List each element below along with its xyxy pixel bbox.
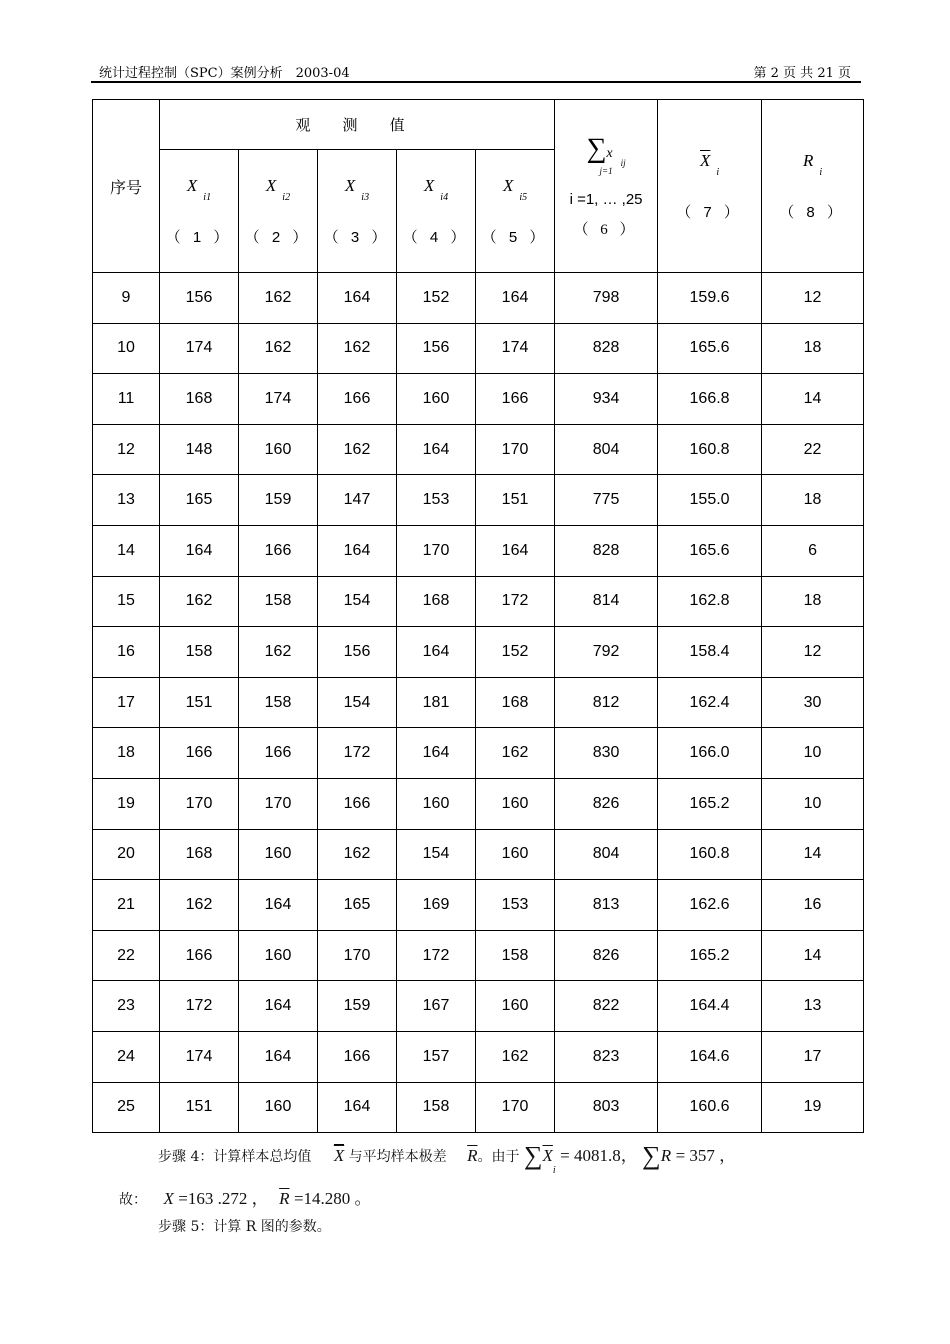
col-num-7: （ 7 ） <box>676 203 743 221</box>
cell-mean: 162.4 <box>658 677 762 728</box>
cell-seq: 12 <box>93 424 160 475</box>
cell-x-i5: 164 <box>476 525 555 576</box>
cell-x-i3: 162 <box>318 424 397 475</box>
cell-seq: 11 <box>93 374 160 425</box>
cell-x-i3: 147 <box>318 475 397 526</box>
cell-x-i5: 162 <box>476 1031 555 1082</box>
cell-x-i2: 164 <box>239 981 318 1032</box>
cell-range: 22 <box>762 424 864 475</box>
cell-x-i3: 164 <box>318 525 397 576</box>
cell-x-i3: 166 <box>318 374 397 425</box>
cell-sum: 822 <box>555 981 658 1032</box>
cell-x-i2: 159 <box>239 475 318 526</box>
cell-range: 16 <box>762 880 864 931</box>
sum-range: i =1, … ,25 <box>569 190 643 208</box>
cell-seq: 25 <box>93 1082 160 1133</box>
cell-range: 6 <box>762 525 864 576</box>
cell-mean: 160.8 <box>658 424 762 475</box>
table-row <box>93 880 864 931</box>
result-r: $\overline{R}$ <box>279 1189 290 1208</box>
cell-x-i2: 160 <box>239 829 318 880</box>
cell-range: 14 <box>762 829 864 880</box>
header-rule <box>91 81 861 83</box>
cell-range: 14 <box>762 930 864 981</box>
table-row <box>93 475 864 526</box>
table-row <box>93 576 864 627</box>
sum-x-sub: i <box>552 1165 556 1176</box>
cell-mean: 166.8 <box>658 374 762 425</box>
cell-range: 17 <box>762 1031 864 1082</box>
cell-x-i5: 166 <box>476 374 555 425</box>
cell-mean: 165.2 <box>658 930 762 981</box>
cell-x-i2: 170 <box>239 778 318 829</box>
cell-seq: 20 <box>93 829 160 880</box>
header-title: 统计过程控制（SPC）案例分析 2003-04 <box>99 66 350 81</box>
cell-x-i1: 172 <box>160 981 239 1032</box>
cell-x-i4: 160 <box>397 778 476 829</box>
cell-x-i5: 174 <box>476 323 555 374</box>
cell-x-i5: 160 <box>476 829 555 880</box>
cell-mean: 164.6 <box>658 1031 762 1082</box>
cell-x-i5: 168 <box>476 677 555 728</box>
cell-range: 18 <box>762 323 864 374</box>
table-body <box>93 273 864 1133</box>
cell-x-i4: 152 <box>397 273 476 324</box>
cell-x-i5: 152 <box>476 627 555 678</box>
cell-seq: 13 <box>93 475 160 526</box>
cell-sum: 823 <box>555 1031 658 1082</box>
table-row <box>93 930 864 981</box>
mean-var: $\overline{X}$ <box>699 150 711 170</box>
cell-sum: 830 <box>555 728 658 779</box>
cell-x-i4: 160 <box>397 374 476 425</box>
cell-x-i1: 166 <box>160 728 239 779</box>
cell-sum: 813 <box>555 880 658 931</box>
cell-x-i5: 158 <box>476 930 555 981</box>
cell-x-i3: 164 <box>318 273 397 324</box>
cell-range: 18 <box>762 576 864 627</box>
sum-x: $\overline{X}$ <box>542 1146 553 1165</box>
cell-x-i4: 164 <box>397 728 476 779</box>
cell-x-i4: 168 <box>397 576 476 627</box>
cell-mean: 165.6 <box>658 323 762 374</box>
result-r-value: =14.280 。 <box>293 1189 372 1208</box>
cell-sum: 798 <box>555 273 658 324</box>
cell-seq: 22 <box>93 930 160 981</box>
table-row <box>93 1031 864 1082</box>
sum-r: R <box>660 1146 672 1165</box>
cell-seq: 19 <box>93 778 160 829</box>
table-row <box>93 374 864 425</box>
cell-x-i4: 167 <box>397 981 476 1032</box>
header-sum <box>555 100 658 273</box>
cell-x-i1: 158 <box>160 627 239 678</box>
table-row <box>93 829 864 880</box>
cell-x-i1: 151 <box>160 677 239 728</box>
cell-x-i4: 172 <box>397 930 476 981</box>
cell-mean: 164.4 <box>658 981 762 1032</box>
cell-x-i3: 162 <box>318 323 397 374</box>
step5-line: 步骤 5：计算 R 图的参数。 <box>158 1219 331 1235</box>
cell-x-i3: 166 <box>318 778 397 829</box>
cell-sum: 804 <box>555 829 658 880</box>
header-range <box>762 100 864 273</box>
cell-x-i1: 168 <box>160 829 239 880</box>
header-x-i2: $X_{i2}$ （ 2 ） <box>239 150 318 273</box>
cell-x-i3: 162 <box>318 829 397 880</box>
sum-symbol-2: ∑ <box>642 1141 661 1170</box>
cell-mean: 155.0 <box>658 475 762 526</box>
cell-seq: 17 <box>93 677 160 728</box>
cell-x-i4: 153 <box>397 475 476 526</box>
cell-seq: 24 <box>93 1031 160 1082</box>
sum-x-value: = 4081.8， <box>560 1146 638 1165</box>
cell-sum: 934 <box>555 374 658 425</box>
cell-seq: 16 <box>93 627 160 678</box>
cell-seq: 15 <box>93 576 160 627</box>
header-x-i1: $X_{i1}$ （ 1 ） <box>160 150 239 273</box>
cell-seq: 21 <box>93 880 160 931</box>
sum-symbol: ∑ <box>586 132 607 164</box>
cell-sum: 828 <box>555 323 658 374</box>
cell-x-i1: 174 <box>160 1031 239 1082</box>
table-row <box>93 323 864 374</box>
sum-lower: j=1 <box>599 165 613 176</box>
header-x-i4: $X_{i4}$ （ 4 ） <box>397 150 476 273</box>
cell-sum: 812 <box>555 677 658 728</box>
cell-x-i3: 166 <box>318 1031 397 1082</box>
cell-x-i1: 148 <box>160 424 239 475</box>
cell-x-i4: 158 <box>397 1082 476 1133</box>
range-sub: i <box>819 166 823 178</box>
header-x-i3: $X_{i3}$ （ 3 ） <box>318 150 397 273</box>
table-row <box>93 1082 864 1133</box>
cell-mean: 162.8 <box>658 576 762 627</box>
header-mean <box>658 100 762 273</box>
cell-x-i3: 154 <box>318 576 397 627</box>
cell-mean: 159.6 <box>658 273 762 324</box>
spc-data-table <box>92 99 864 1133</box>
table-row <box>93 525 864 576</box>
cell-x-i1: 156 <box>160 273 239 324</box>
step4-because: 。由于 <box>477 1149 520 1165</box>
step4-line <box>158 1138 737 1176</box>
cell-x-i1: 162 <box>160 880 239 931</box>
page-header <box>91 60 859 82</box>
header-seq: 序号 <box>93 100 160 273</box>
cell-x-i5: 170 <box>476 1082 555 1133</box>
cell-x-i2: 162 <box>239 273 318 324</box>
cell-x-i1: 164 <box>160 525 239 576</box>
cell-x-i3: 164 <box>318 1082 397 1133</box>
cell-range: 10 <box>762 728 864 779</box>
cell-x-i2: 162 <box>239 627 318 678</box>
cell-sum: 826 <box>555 930 658 981</box>
step4-xbarbar: $\overline{X}$ <box>333 1146 345 1165</box>
cell-x-i1: 168 <box>160 374 239 425</box>
cell-sum: 814 <box>555 576 658 627</box>
cell-x-i2: 166 <box>239 728 318 779</box>
cell-x-i2: 164 <box>239 880 318 931</box>
cell-range: 18 <box>762 475 864 526</box>
sum-symbol-1: ∑ <box>523 1141 543 1170</box>
cell-x-i5: 162 <box>476 728 555 779</box>
header-x-i5: $X_{i5}$ （ 5 ） <box>476 150 555 273</box>
table-row <box>93 728 864 779</box>
step4-rbar: $\overline{R}$ <box>467 1146 478 1165</box>
cell-x-i5: 151 <box>476 475 555 526</box>
cell-seq: 18 <box>93 728 160 779</box>
result-x-value: =163 .272 ， <box>178 1189 269 1208</box>
table-row <box>93 677 864 728</box>
cell-x-i2: 160 <box>239 1082 318 1133</box>
cell-x-i1: 170 <box>160 778 239 829</box>
table-row <box>93 778 864 829</box>
col-num-8: （ 8 ） <box>779 203 846 221</box>
cell-x-i2: 158 <box>239 576 318 627</box>
cell-sum: 775 <box>555 475 658 526</box>
cell-seq: 14 <box>93 525 160 576</box>
cell-range: 14 <box>762 374 864 425</box>
cell-x-i4: 154 <box>397 829 476 880</box>
therefore: 故： <box>119 1192 147 1208</box>
cell-mean: 160.6 <box>658 1082 762 1133</box>
cell-x-i3: 172 <box>318 728 397 779</box>
cell-range: 10 <box>762 778 864 829</box>
cell-seq: 9 <box>93 273 160 324</box>
cell-range: 12 <box>762 627 864 678</box>
cell-x-i5: 172 <box>476 576 555 627</box>
cell-x-i1: 174 <box>160 323 239 374</box>
cell-x-i2: 164 <box>239 1031 318 1082</box>
cell-x-i3: 170 <box>318 930 397 981</box>
cell-x-i3: 154 <box>318 677 397 728</box>
cell-x-i5: 164 <box>476 273 555 324</box>
cell-x-i2: 160 <box>239 930 318 981</box>
cell-sum: 804 <box>555 424 658 475</box>
cell-x-i3: 159 <box>318 981 397 1032</box>
cell-range: 19 <box>762 1082 864 1133</box>
table-row <box>93 981 864 1032</box>
sum-r-value: = 357 ， <box>675 1146 737 1165</box>
cell-x-i4: 181 <box>397 677 476 728</box>
cell-x-i4: 164 <box>397 424 476 475</box>
cell-mean: 165.2 <box>658 778 762 829</box>
cell-x-i5: 160 <box>476 778 555 829</box>
step4-mid: 与平均样本极差 <box>348 1149 447 1165</box>
cell-range: 12 <box>762 273 864 324</box>
table-row <box>93 273 864 324</box>
mean-sub: i <box>716 166 720 178</box>
cell-x-i2: 174 <box>239 374 318 425</box>
cell-x-i2: 162 <box>239 323 318 374</box>
cell-x-i3: 156 <box>318 627 397 678</box>
cell-mean: 162.6 <box>658 880 762 931</box>
cell-sum: 792 <box>555 627 658 678</box>
step4-prefix: 步骤 4：计算样本总均值 <box>158 1149 312 1165</box>
cell-x-i3: 165 <box>318 880 397 931</box>
cell-x-i4: 170 <box>397 525 476 576</box>
cell-x-i1: 151 <box>160 1082 239 1133</box>
col-num-6: （ 6 ） <box>573 221 639 238</box>
cell-x-i5: 160 <box>476 981 555 1032</box>
cell-x-i4: 169 <box>397 880 476 931</box>
result-x: X <box>163 1189 174 1208</box>
cell-sum: 803 <box>555 1082 658 1133</box>
cell-x-i5: 170 <box>476 424 555 475</box>
cell-x-i2: 166 <box>239 525 318 576</box>
cell-seq: 23 <box>93 981 160 1032</box>
header-observed: 观 测 值 <box>160 100 555 150</box>
cell-x-i2: 160 <box>239 424 318 475</box>
cell-mean: 160.8 <box>658 829 762 880</box>
cell-x-i1: 162 <box>160 576 239 627</box>
table-row <box>93 424 864 475</box>
cell-mean: 166.0 <box>658 728 762 779</box>
cell-x-i2: 158 <box>239 677 318 728</box>
cell-x-i1: 165 <box>160 475 239 526</box>
sum-var: x <box>606 145 613 161</box>
cell-mean: 165.6 <box>658 525 762 576</box>
cell-range: 30 <box>762 677 864 728</box>
cell-sum: 826 <box>555 778 658 829</box>
cell-x-i4: 156 <box>397 323 476 374</box>
cell-x-i4: 157 <box>397 1031 476 1082</box>
cell-sum: 828 <box>555 525 658 576</box>
cell-x-i5: 153 <box>476 880 555 931</box>
cell-x-i4: 164 <box>397 627 476 678</box>
cell-x-i1: 166 <box>160 930 239 981</box>
sum-sub: ij <box>620 157 626 168</box>
result-line <box>119 1184 372 1209</box>
table-row <box>93 627 864 678</box>
range-var: R <box>802 150 814 170</box>
page-number: 第 2 页 共 21 页 <box>753 66 851 81</box>
cell-seq: 10 <box>93 323 160 374</box>
cell-range: 13 <box>762 981 864 1032</box>
cell-mean: 158.4 <box>658 627 762 678</box>
